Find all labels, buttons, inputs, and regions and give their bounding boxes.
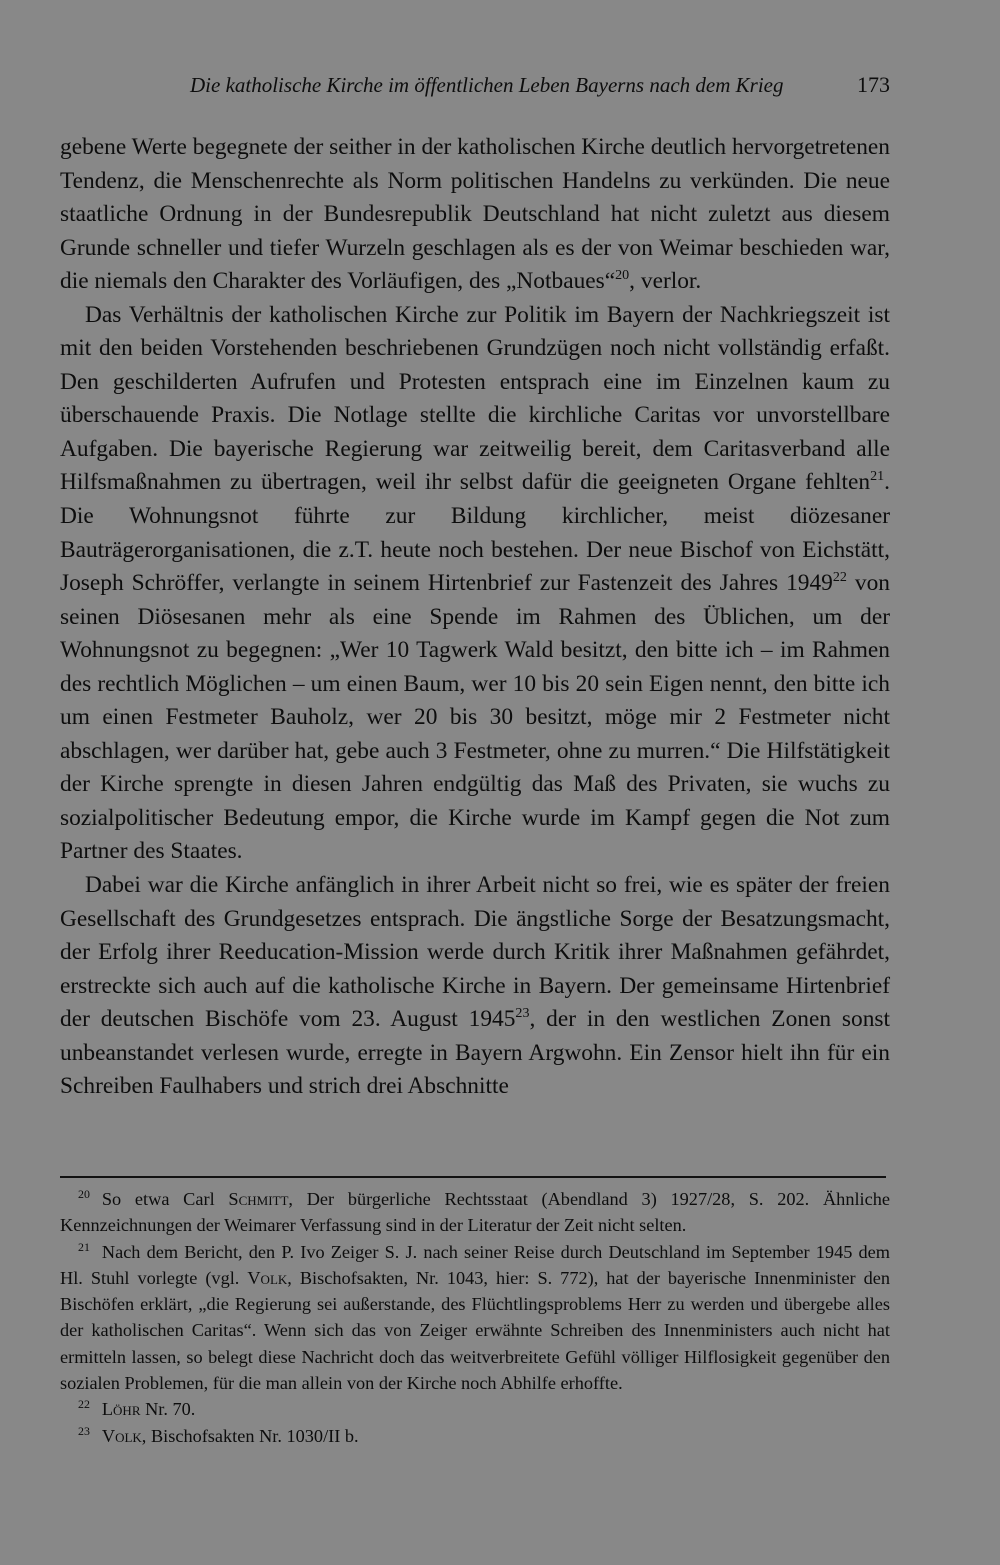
paragraph-text: von seinen Diösesanen mehr als eine Spende im Rahmen des Üblichen, um der Wohnungsnot zu begegnen: „Wer 10 Tagwerk Wald besitzt, den bitte ich – im Rahmen des rechtlich Möglichen – um einen Baum, wer 10 bis 20 sein Eigen nennt, den bitte ich um einen Festmeter Bauholz, wer 20 bis 30 besitzt, möge mir 2 Festmeter nicht abschlagen, wer darüber hat, gebe auch 3 Festmeter, ohne zu murren.“ Die Hilfstätigkeit der Kirche sprengte in diesen Jahren endgültig das Maß des Privaten, sie wuchs zu sozialpolitischer Bedeutung empor, die Kirche wurde im Kampf gegen die Not zum Partner des Staates. [60,570,890,865]
author-name: Löhr [101,1399,141,1420]
footnote-21 [60,1239,890,1397]
paragraph-text: Dabei war die Kirche anfänglich in ihrer Arbeit nicht so frei, wie es später der freien Gesellschaft des Grundgesetzes entsprach. Die ängstliche Sorge der Besatzungsmacht, der Erfolg ihrer Reeducation-Mission werde durch Kritik ihrer Maßnahmen gefährdet, erstreckte sich auch auf die katholische Kirche in Bayern. Der gemeinsame Hirtenbrief der deutschen Bischöfe vom 23. August 1945 [60,872,890,1033]
footnote-23 [60,1423,890,1449]
footnote-text: Nach dem Bericht, den P. Ivo Zeiger S. J. nach seiner Reise durch Deutschland im September 1945 dem Hl. Stuhl vorlegte (vgl. [60,1241,890,1288]
footnote-ref-23[interactable]: 23 [515,1005,530,1022]
footnote-divider [60,1176,886,1178]
footnote-ref-20[interactable]: 20 [615,267,630,284]
paragraph-3 [60,869,890,1104]
paragraph-text: , der in den westlichen Zonen sonst unbeanstandet verlesen wurde, erregte in Bayern Argwohn. Ein Zensor hielt ihn für ein Schreiben Faulhabers und strich drei Abschnitte [60,1006,890,1100]
paragraph-1 [60,131,890,299]
footnote-20 [60,1186,890,1239]
running-head [60,68,890,102]
footnote-text: , Bischofsakten, Nr. 1043, hier: S. 772), hat der bayerische Innenminister den Bischöfen erklärt, „die Regierung sei außerstande, des Flüchtlingsproblems Herr zu werden und übergebe alles der katholischen Caritas“. Wenn sich das von Zeiger erwähnte Schreiben des Innenministers auch nicht hat ermitteln lassen, so belegt diese Nachricht doch das weitverbreitete Gefühl völliger Hilflosigkeit gegenüber den sozialen Problemen, für die man allein von der Kirche noch Abhilfe erhoffte. [60,1267,891,1394]
footnote-number: 20 [78,1186,90,1201]
author-name: Schmitt [228,1189,289,1209]
footnote-number: 21 [78,1239,90,1254]
paragraph-text: Das Verhältnis der katholischen Kirche zur Politik im Bayern der Nachkriegszeit ist mit den beiden Vorstehenden beschriebenen Grundzügen noch nicht vollständig erfaßt. Den geschilderten Aufrufen und Protesten entsprach eine im Einzelnen kaum zu überschauende Praxis. Die Notlage stellte die kirchliche Caritas vor unvorstellbare Aufgaben. Die bayerische Regierung war zeitweilig bereit, dem Caritasverband alle Hilfsmaßnahmen zu übertragen, weil ihr selbst dafür die geeigneten Organe fehlten [60,301,890,496]
footnotes [60,1186,890,1449]
paragraph-text: , verlor. [629,268,702,295]
main-text [60,131,890,1104]
footnote-number: 23 [78,1423,90,1438]
footnote-text: , Bischofsakten Nr. 1030/II b. [141,1425,359,1446]
paragraph-2 [60,299,890,869]
author-name: Volk [247,1267,288,1288]
paragraph-text: . Die Wohnungsnot führte zur Bildung kirchlicher, meist diözesaner Bauträgerorganisationen, die z.T. heute noch bestehen. Der neue Bischof von Eichstätt, Joseph Schröffer, verlangte in seinem Hirtenbrief zur Fastenzeit des Jahres 1949 [60,469,890,597]
footnote-number: 22 [78,1397,90,1412]
footnote-ref-21[interactable]: 21 [870,468,885,485]
footnote-text: So etwa Carl [101,1189,229,1209]
footnote-text: , Der bürgerliche Rechtsstaat (Abendland 3) 1927/28, S. 202. Ähnliche Kennzeichnungen der Weimarer Verfassung sind in der Literatur der Zeit nicht selten. [60,1189,890,1236]
footnote-22 [60,1396,890,1422]
page-number: 173 [857,72,890,97]
paragraph-text: gebene Werte begegnete der seither in der katholischen Kirche deutlich hervorgetretenen Tendenz, die Menschenrechte als Norm politischen Handelns zu verkünden. Die neue staatliche Ordnung in der Bundesrepublik Deutschland hat nicht zuletzt aus diesem Grunde schneller und tiefer Wurzeln geschlagen als es der von Weimar beschieden war, die niemals den Charakter des Vorläufigen, des „Notbaues“ [60,134,890,295]
footnote-text: Nr. 70. [140,1399,196,1420]
running-title: Die katholische Kirche im öffentlichen Leben Bayerns nach dem Krieg [190,73,784,97]
footnote-ref-22[interactable]: 22 [832,569,847,586]
author-name: Volk [101,1425,142,1446]
